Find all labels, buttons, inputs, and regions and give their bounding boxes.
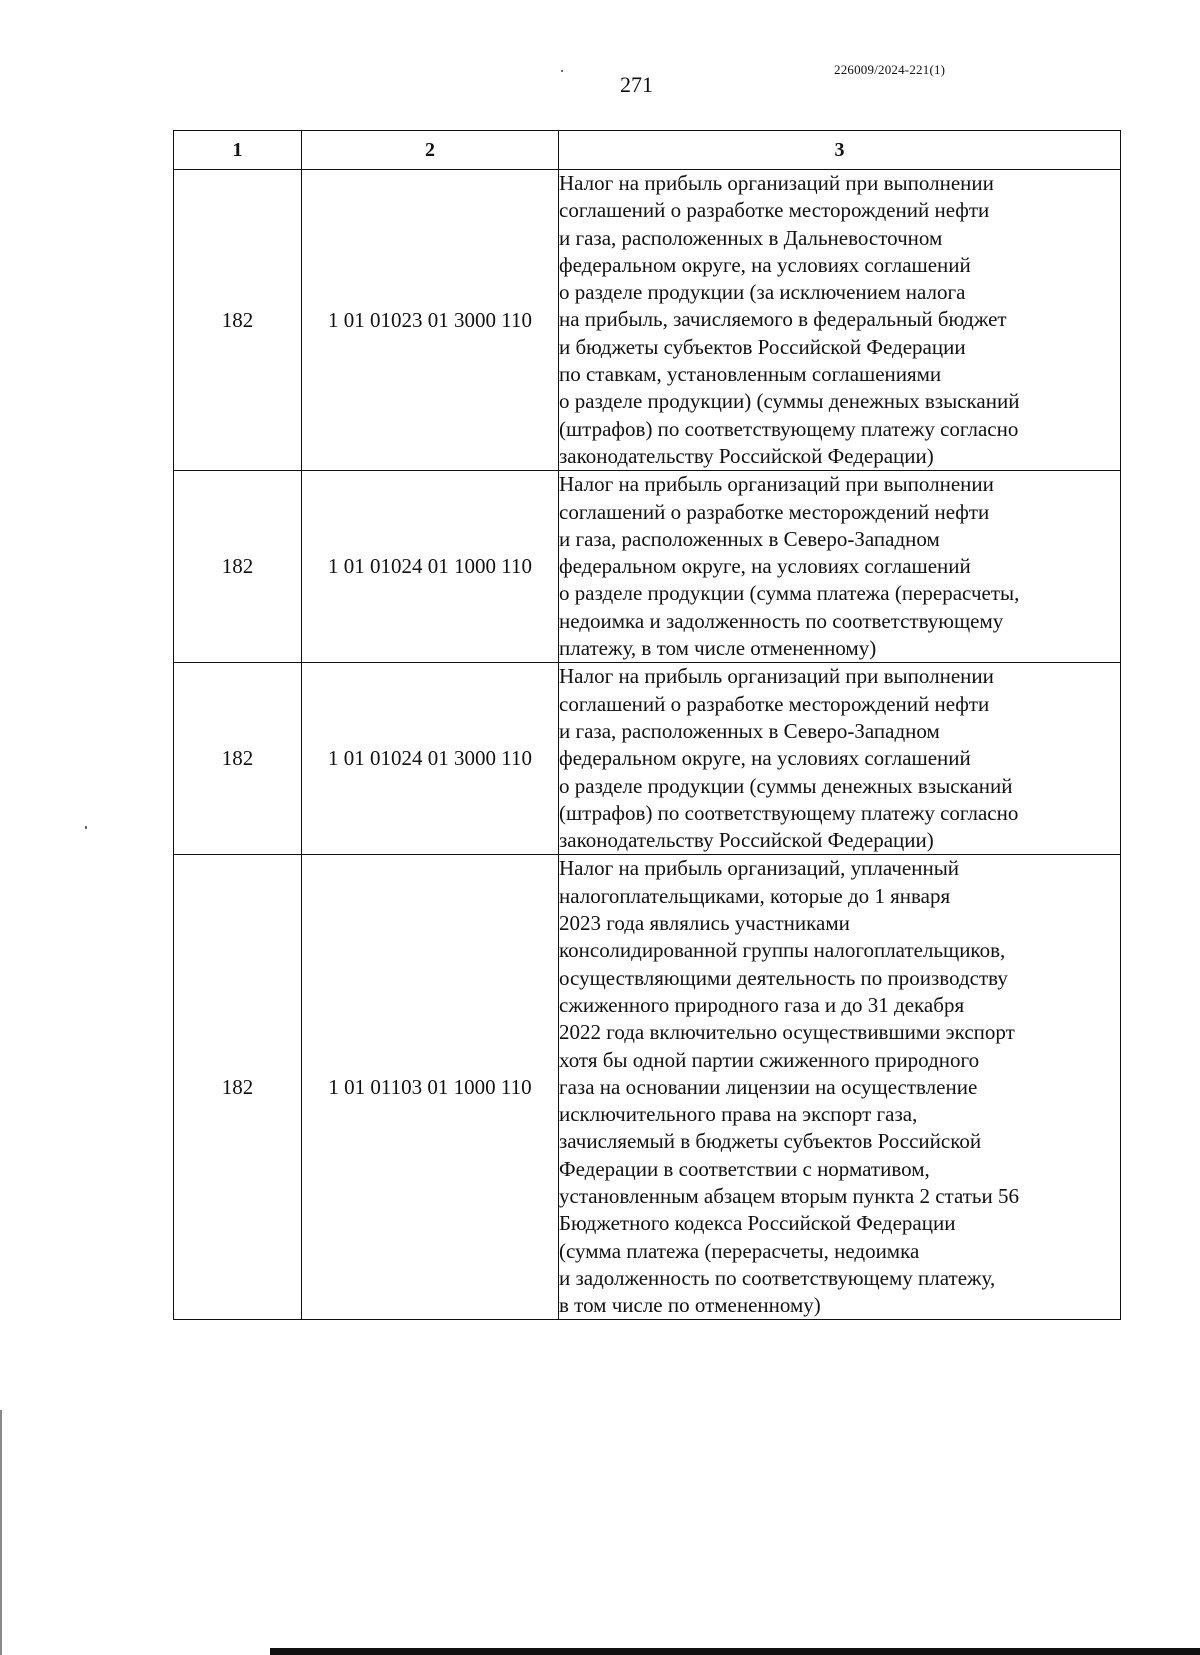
description-line: Налог на прибыль организаций, уплаченный — [559, 856, 960, 881]
description-line: (штрафов) по соответствующему платежу согласно — [559, 416, 1019, 441]
description-line: федеральном округе, на условиях соглашений — [559, 554, 971, 579]
description-line: законодательству Российской Федерации) — [559, 828, 934, 853]
description-line: платежу, в том числе отмененному) — [559, 636, 877, 661]
description-line: о разделе продукции) (суммы денежных взысканий — [559, 389, 1020, 414]
description-line: 2023 года являлись участниками — [559, 911, 850, 936]
description-line: и газа, расположенных в Дальневосточном — [559, 225, 943, 250]
income-description-cell — [559, 170, 1121, 471]
column-header-3: 3 — [559, 131, 1121, 170]
description-line: 2022 года включительно осуществившими экспорт — [559, 1020, 1015, 1045]
scan-speck — [85, 826, 87, 829]
description-line: Федерации в соответствии с нормативом, — [559, 1156, 930, 1181]
description-line: о разделе продукции (за исключением налога — [559, 280, 966, 305]
budget-classification-code-cell: 1 01 01103 01 1000 110 — [302, 855, 559, 1320]
description-line: и газа, расположенных в Северо-Западном — [559, 718, 940, 743]
description-line: (штрафов) по соответствующему платежу согласно — [559, 800, 1019, 825]
budget-classification-code-cell: 1 01 01024 01 1000 110 — [302, 471, 559, 663]
income-description-cell — [559, 471, 1121, 663]
description-line: Налог на прибыль организаций при выполнении — [559, 472, 994, 497]
description-line: о разделе продукции (сумма платежа (перерасчеты, — [559, 581, 1020, 606]
description-line: законодательству Российской Федерации) — [559, 443, 934, 468]
description-line: о разделе продукции (суммы денежных взысканий — [559, 773, 1013, 798]
scan-edge — [0, 1410, 2, 1655]
agency-code-cell: 182 — [174, 663, 302, 855]
column-header-2: 2 — [302, 131, 559, 170]
table-row — [174, 855, 1121, 1320]
description-line: федеральном округе, на условиях соглашений — [559, 746, 971, 771]
description-line: налогоплательщиками, которые до 1 января — [559, 883, 951, 908]
description-line: федеральном округе, на условиях соглашений — [559, 252, 971, 277]
table-row — [174, 663, 1121, 855]
scan-speck — [561, 70, 563, 72]
table-row — [174, 471, 1121, 663]
table-row — [174, 170, 1121, 471]
description-line: сжиженного природного газа и до 31 декабря — [559, 992, 965, 1017]
description-line: и бюджеты субъектов Российской Федерации — [559, 334, 966, 359]
table-header-row — [174, 131, 1121, 170]
description-line: установленным абзацем вторым пункта 2 статьи 56 — [559, 1183, 1019, 1208]
agency-code-cell: 182 — [174, 170, 302, 471]
agency-code-cell: 182 — [174, 855, 302, 1320]
description-line: консолидированной группы налогоплательщиков, — [559, 938, 1006, 963]
description-line: Налог на прибыль организаций при выполнении — [559, 171, 994, 195]
description-line: зачисляемый в бюджеты субъектов Российской — [559, 1129, 982, 1154]
description-line: (сумма платежа (перерасчеты, недоимка — [559, 1238, 920, 1263]
description-line: соглашений о разработке месторождений нефти — [559, 499, 990, 524]
description-line: Налог на прибыль организаций при выполнении — [559, 664, 994, 689]
table-body — [174, 170, 1121, 1320]
description-line: и задолженность по соответствующему платежу, — [559, 1265, 996, 1290]
agency-code-cell: 182 — [174, 471, 302, 663]
column-header-1: 1 — [174, 131, 302, 170]
description-line: осуществляющими деятельность по производству — [559, 965, 1008, 990]
budget-code-table — [173, 130, 1121, 1320]
description-line: в том числе по отмененному) — [559, 1293, 821, 1318]
description-line: и газа, расположенных в Северо-Западном — [559, 526, 940, 551]
description-line: исключительного права на экспорт газа, — [559, 1102, 918, 1127]
budget-classification-code-cell: 1 01 01023 01 3000 110 — [302, 170, 559, 471]
income-description-cell — [559, 663, 1121, 855]
scan-bottom-bar — [270, 1648, 1200, 1655]
page-number: 271 — [620, 72, 653, 97]
description-line: соглашений о разработке месторождений нефти — [559, 198, 990, 223]
description-line: на прибыль, зачисляемого в федеральный бюджет — [559, 307, 1007, 332]
budget-classification-code-cell: 1 01 01024 01 3000 110 — [302, 663, 559, 855]
description-line: по ставкам, установленным соглашениями — [559, 362, 942, 387]
document-number: 226009/2024-221(1) — [834, 62, 946, 77]
income-description-cell — [559, 855, 1121, 1320]
description-line: хотя бы одной партии сжиженного природного — [559, 1047, 980, 1072]
description-line: газа на основании лицензии на осуществление — [559, 1074, 978, 1099]
description-line: соглашений о разработке месторождений нефти — [559, 691, 990, 716]
description-line: недоимка и задолженность по соответствующему — [559, 608, 1004, 633]
description-line: Бюджетного кодекса Российской Федерации — [559, 1211, 956, 1236]
